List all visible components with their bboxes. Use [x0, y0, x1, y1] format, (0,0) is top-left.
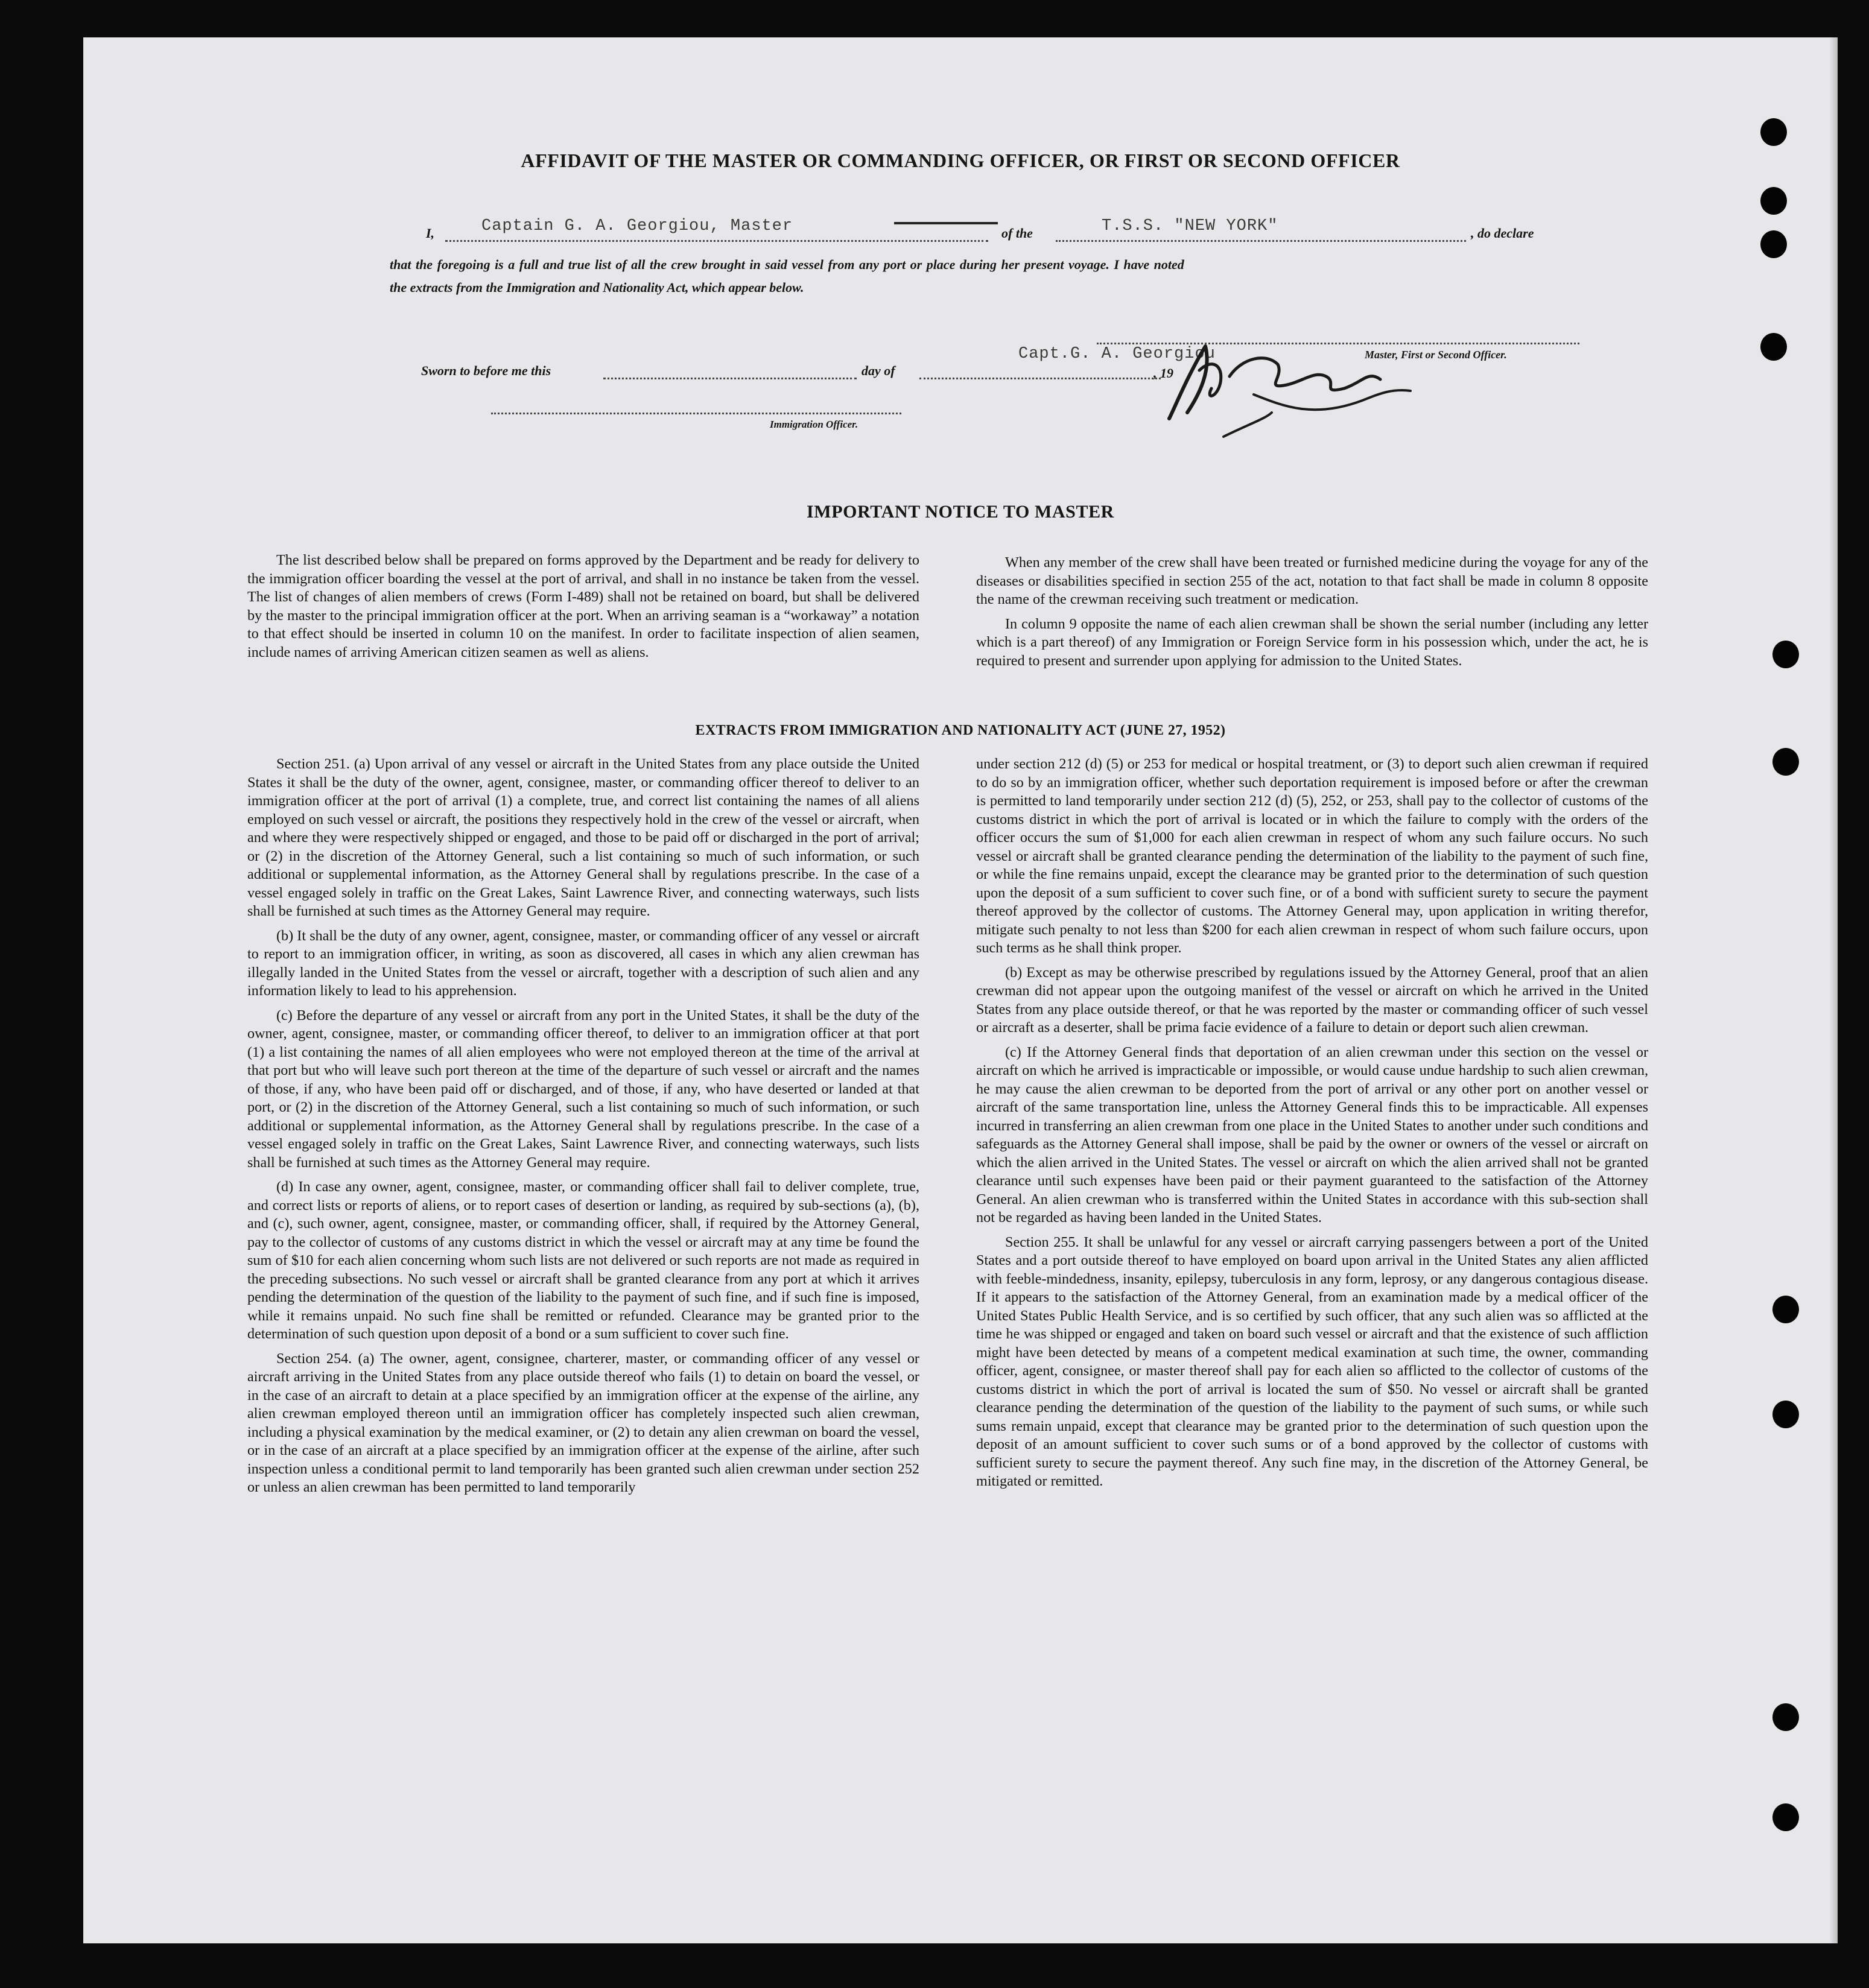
vessel-name-line	[1056, 240, 1466, 242]
signer-role-label: Master, First or Second Officer.	[1365, 349, 1507, 361]
binder-hole	[1772, 641, 1799, 668]
section-254-c: (c) If the Attorney General finds that deportation of an alien crewman under this section on the vessel or aircraft on which he arrived is impracticable or impossible, or would cause undue hardship to such alien crewman, he may cause the alien crewman to be deported from the port of arrival or any other port on another vessel or aircraft of the same transportation line, unless the Attorney General finds this to be impracticable. All expenses incurred in transferring an alien crewman from one place in the United States to another under such conditions and safeguards as the Attorney General shall impose, shall be paid by the owner or owners of the vessel or aircraft on which the alien arrived in the United States. The vessel or aircraft on which the alien arrived shall not be granted clearance until such expenses have been paid or their payment guaranteed to the satisfaction of the Attorney General. An alien crewman who is transferred within the United States in accordance with this sub-section shall not be regarded as having been landed in the United States.	[976, 1043, 1648, 1226]
affidavit-title: AFFIDAVIT OF THE MASTER OR COMMANDING OFFICER, OR FIRST OR SECOND OFFICER	[521, 150, 1400, 171]
master-name-typed: Captain G. A. Georgiou, Master	[481, 217, 793, 235]
sworn-label: Sworn to before me this	[421, 363, 551, 378]
section-251-a: Section 251. (a) Upon arrival of any vessel or aircraft in the United States from any place outside the United States it shall be the duty of the owner, agent, consignee, master, or commanding officer thereof to deliver to an immigration officer at the port of arrival (1) a complete, true, and correct list containing the names of all aliens employed on such vessel or aircraft, the positions they respectively hold in the crew of the vessel or aircraft, when and where they were respectively shipped or engaged, and those to be paid off or discharged in the port of arrival; or (2) in the discretion of the Attorney General, such a list containing so much of such information, or such additional or supplemental information, as the Attorney General shall by regulations prescribe. In the case of a vessel engaged solely in traffic on the Great Lakes, Saint Lawrence River, and connecting waterways, such lists shall be furnished at such times as the Attorney General may require.	[247, 756, 919, 919]
section-251-d: (d) In case any owner, agent, consignee, master, or commanding officer shall fail to deliver complete, true, and correct lists or reports of aliens, or to report cases of desertion or landing, as required by sub-sections (a), (b), and (c), such owner, agent, consignee, master, or commanding officer, shall, if required by the Attorney General, pay to the collector of customs of any customs district in which the vessel or aircraft may at any time be found the sum of $10 for each alien concerning whom such lists are not delivered or such reports are not made as required in the preceding subsections. No such vessel or aircraft shall be granted clearance from any port at which it arrives pending the determination of the question of the liability to the payment of such fine, and if such fine is imposed, while it remains unpaid. No such fine shall be remitted or refunded. Clearance may be granted prior to the determination of such question upon deposit of a bond or a sum sufficient to cover such fine.	[247, 1179, 919, 1342]
section-251-c: (c) Before the departure of any vessel or aircraft from any port in the United States, it shall be the duty of the owner, agent, consignee, master, or commanding officer thereof, to deliver to an immigration officer at that port (1) a list containing the names of all alien employees who were not employed thereon at the time of the arrival at that port but who will leave such port thereon at the time of the departure of such vessel or aircraft and the names of those, if any, who have been paid off or discharged, and of those, if any, who have deserted or landed at that port, or (2) in the discretion of the Attorney General, such a list containing so much of such information, or such additional or supplemental information, as the Attorney General shall by regulations prescribe. In the case of a vessel engaged solely in traffic on the Great Lakes, Saint Lawrence River, and connecting waterways, such lists shall be furnished at such times as the Attorney General may require.	[247, 1007, 919, 1171]
notice-left-paragraph: The list described below shall be prepared on forms approved by the Department and be ready for delivery to the immigration officer boarding the vessel at the port of arrival, and shall in no instance be taken from the vessel. The list of changes of alien members of crews (Form I-489) shall not be retained on board, but shall be delivered by the master to the principal immigration officer at the port. When an arriving seaman is a “workaway” a notation to that effect should be inserted in column 10 on the manifest. In order to facilitate inspection of alien seamen, include names of arriving American citizen seamen as well as aliens.	[247, 552, 919, 660]
signer-typed: Capt.G. A. Georgiou	[1018, 345, 1216, 363]
declaration-line-2: the extracts from the Immigration and Nationality Act, which appear below.	[390, 280, 804, 295]
binder-hole	[1772, 748, 1799, 776]
extracts-right-column	[976, 755, 1648, 1497]
binder-hole	[1772, 1296, 1799, 1323]
of-the-label: of the	[1001, 226, 1033, 241]
immigration-officer-line	[491, 413, 901, 414]
year-prefix: , 19	[1153, 366, 1173, 381]
section-255: Section 255. It shall be unlawful for any vessel or aircraft carrying passengers between a port of the United States and a port outside thereof to have employed on board upon arrival in the United States any alien afflicted with feeble-mindedness, insanity, epilepsy, tuberculosis in any form, leprosy, or any dangerous contagious disease. If it appears to the satisfaction of the Attorney General, from an examination made by a medical officer of the United States Public Health Service, and is so certified by such officer, that any such alien was so afflicted at the time he was shipped or engaged and taken on board such vessel or aircraft and that the existence of such affliction might have been detected by means of a competent medical examination at such time, the owner, commanding officer, agent, consignee, or master thereof shall pay for each alien so afflicted to the collector of customs of the customs district in which the port of arrival is located the sum of $50. No vessel or aircraft shall be granted clearance pending the determination of the question of the liability to the payment of such sums, or while such sums remain unpaid, except that clearance may be granted prior to the determination of such question upon the deposit of an amount sufficient to cover such sums or of a bond approved by the collector of customs with sufficient surety to secure the payment thereof. Any such fine may, in the discretion of the Attorney General, be mitigated or remitted.	[976, 1233, 1648, 1489]
notice-right-paragraph-1: When any member of the crew shall have been treated or furnished medicine during the voyage for any of the diseases or disabilities specified in section 255 of the act, notation to that fact shall be made in column 8 opposite the name of the crewman receiving such treatment or medication.	[976, 554, 1648, 607]
handwritten-signature	[1163, 328, 1417, 449]
section-254-a: Section 254. (a) The owner, agent, consignee, charterer, master, or commanding officer of any vessel or aircraft arriving in the United States from any place outside thereof who fails (1) to detain on board the vessel, or in the case of an aircraft to detain at a place specified by an immigration officer at the expense of the airline, any alien crewman employed thereon until an immigration officer has completely inspected such alien crewman, including a physical examination by the medical examiner, or (2) to detain any alien crewman on board the vessel, or in the case of an aircraft at a place specified by an immigration officer at the expense of the airline, after such inspection unless a conditional permit to land temporarily has been granted such alien crewman under section 252 or unless an alien crewman has been permitted to land temporarily	[247, 1350, 919, 1495]
binder-hole	[1760, 230, 1787, 258]
do-declare-label: , do declare	[1471, 226, 1534, 241]
binder-hole	[1772, 1703, 1799, 1731]
document-page	[83, 37, 1838, 1943]
vessel-name-typed: T.S.S. "NEW YORK"	[1102, 217, 1278, 235]
binder-hole	[1760, 118, 1787, 146]
extracts-left-column	[247, 755, 919, 1503]
notice-right-column	[976, 554, 1648, 676]
master-name-line	[445, 240, 988, 242]
sworn-month-line	[919, 378, 1161, 379]
page-edge-shadow	[1829, 37, 1838, 1943]
i-label: I,	[426, 226, 435, 241]
notice-left-column	[247, 551, 919, 668]
title-rule	[894, 222, 998, 224]
extracts-title: EXTRACTS FROM IMMIGRATION AND NATIONALITY ACT (JUNE 27, 1952)	[695, 723, 1226, 738]
section-251-b: (b) It shall be the duty of any owner, agent, consignee, master, or commanding officer of any vessel or aircraft to report to an immigration officer, in writing, as soon as discovered, all cases in which any alien crewman has illegally landed in the United States from the vessel or aircraft, together with a description of such alien and any information likely to lead to his apprehension.	[247, 927, 919, 999]
binder-hole	[1772, 1803, 1799, 1831]
binder-hole	[1772, 1401, 1799, 1428]
section-254-b: (b) Except as may be otherwise prescribed by regulations issued by the Attorney General, proof that an alien crewman did not appear upon the outgoing manifest of the vessel or aircraft on which he arrived in the United States from any place outside thereof, or that he was reported by the master or commanding officer of such vessel or aircraft as a deserter, shall be prima facie evidence of a failure to detain or deport such alien crewman.	[976, 964, 1648, 1036]
day-of-label: day of	[862, 363, 895, 378]
immigration-officer-label: Immigration Officer.	[770, 419, 858, 430]
notice-title: IMPORTANT NOTICE TO MASTER	[807, 502, 1114, 522]
section-254-a-continued: under section 212 (d) (5) or 253 for medical or hospital treatment, or (3) to deport such alien crewman if required to do so by an immigration officer, whether such deportation requirement is imposed before or after the crewman is permitted to land temporarily under section 212 (d) (5), 252, or 253, shall pay to the collector of customs of the customs district in which the port of arrival is located or in which the failure to comply with the orders of the officer occurs the sum of $1,000 for each alien crewman in respect of whom any such failure occurs. No such vessel or aircraft shall be granted clearance pending the determination of the liability to the payment of such fine, or while the fine remains unpaid, except the clearance may be granted prior to the determination of such question upon the deposit of a sum sufficient to cover such fine, or of a bond with sufficient surety to secure the payment thereof approved by the collector of customs. The Attorney General may, upon application in writing therefor, mitigate such penalty to not less than $200 for each alien crewman in respect of whom such failure occurs, upon such terms as he shall think proper.	[976, 756, 1648, 956]
declaration-line-1: that the foregoing is a full and true list of all the crew brought in said vessel from any port or place during her present voyage. I have noted	[390, 257, 1184, 272]
binder-hole	[1760, 333, 1787, 361]
binder-hole	[1760, 187, 1787, 215]
sworn-day-line	[603, 378, 857, 379]
notice-right-paragraph-2: In column 9 opposite the name of each alien crewman shall be shown the serial number (including any letter which is a part thereof) of any Immigration or Foreign Service form in his possession which, under the act, he is required to present and surrender upon applying for admission to the United States.	[976, 615, 1648, 669]
